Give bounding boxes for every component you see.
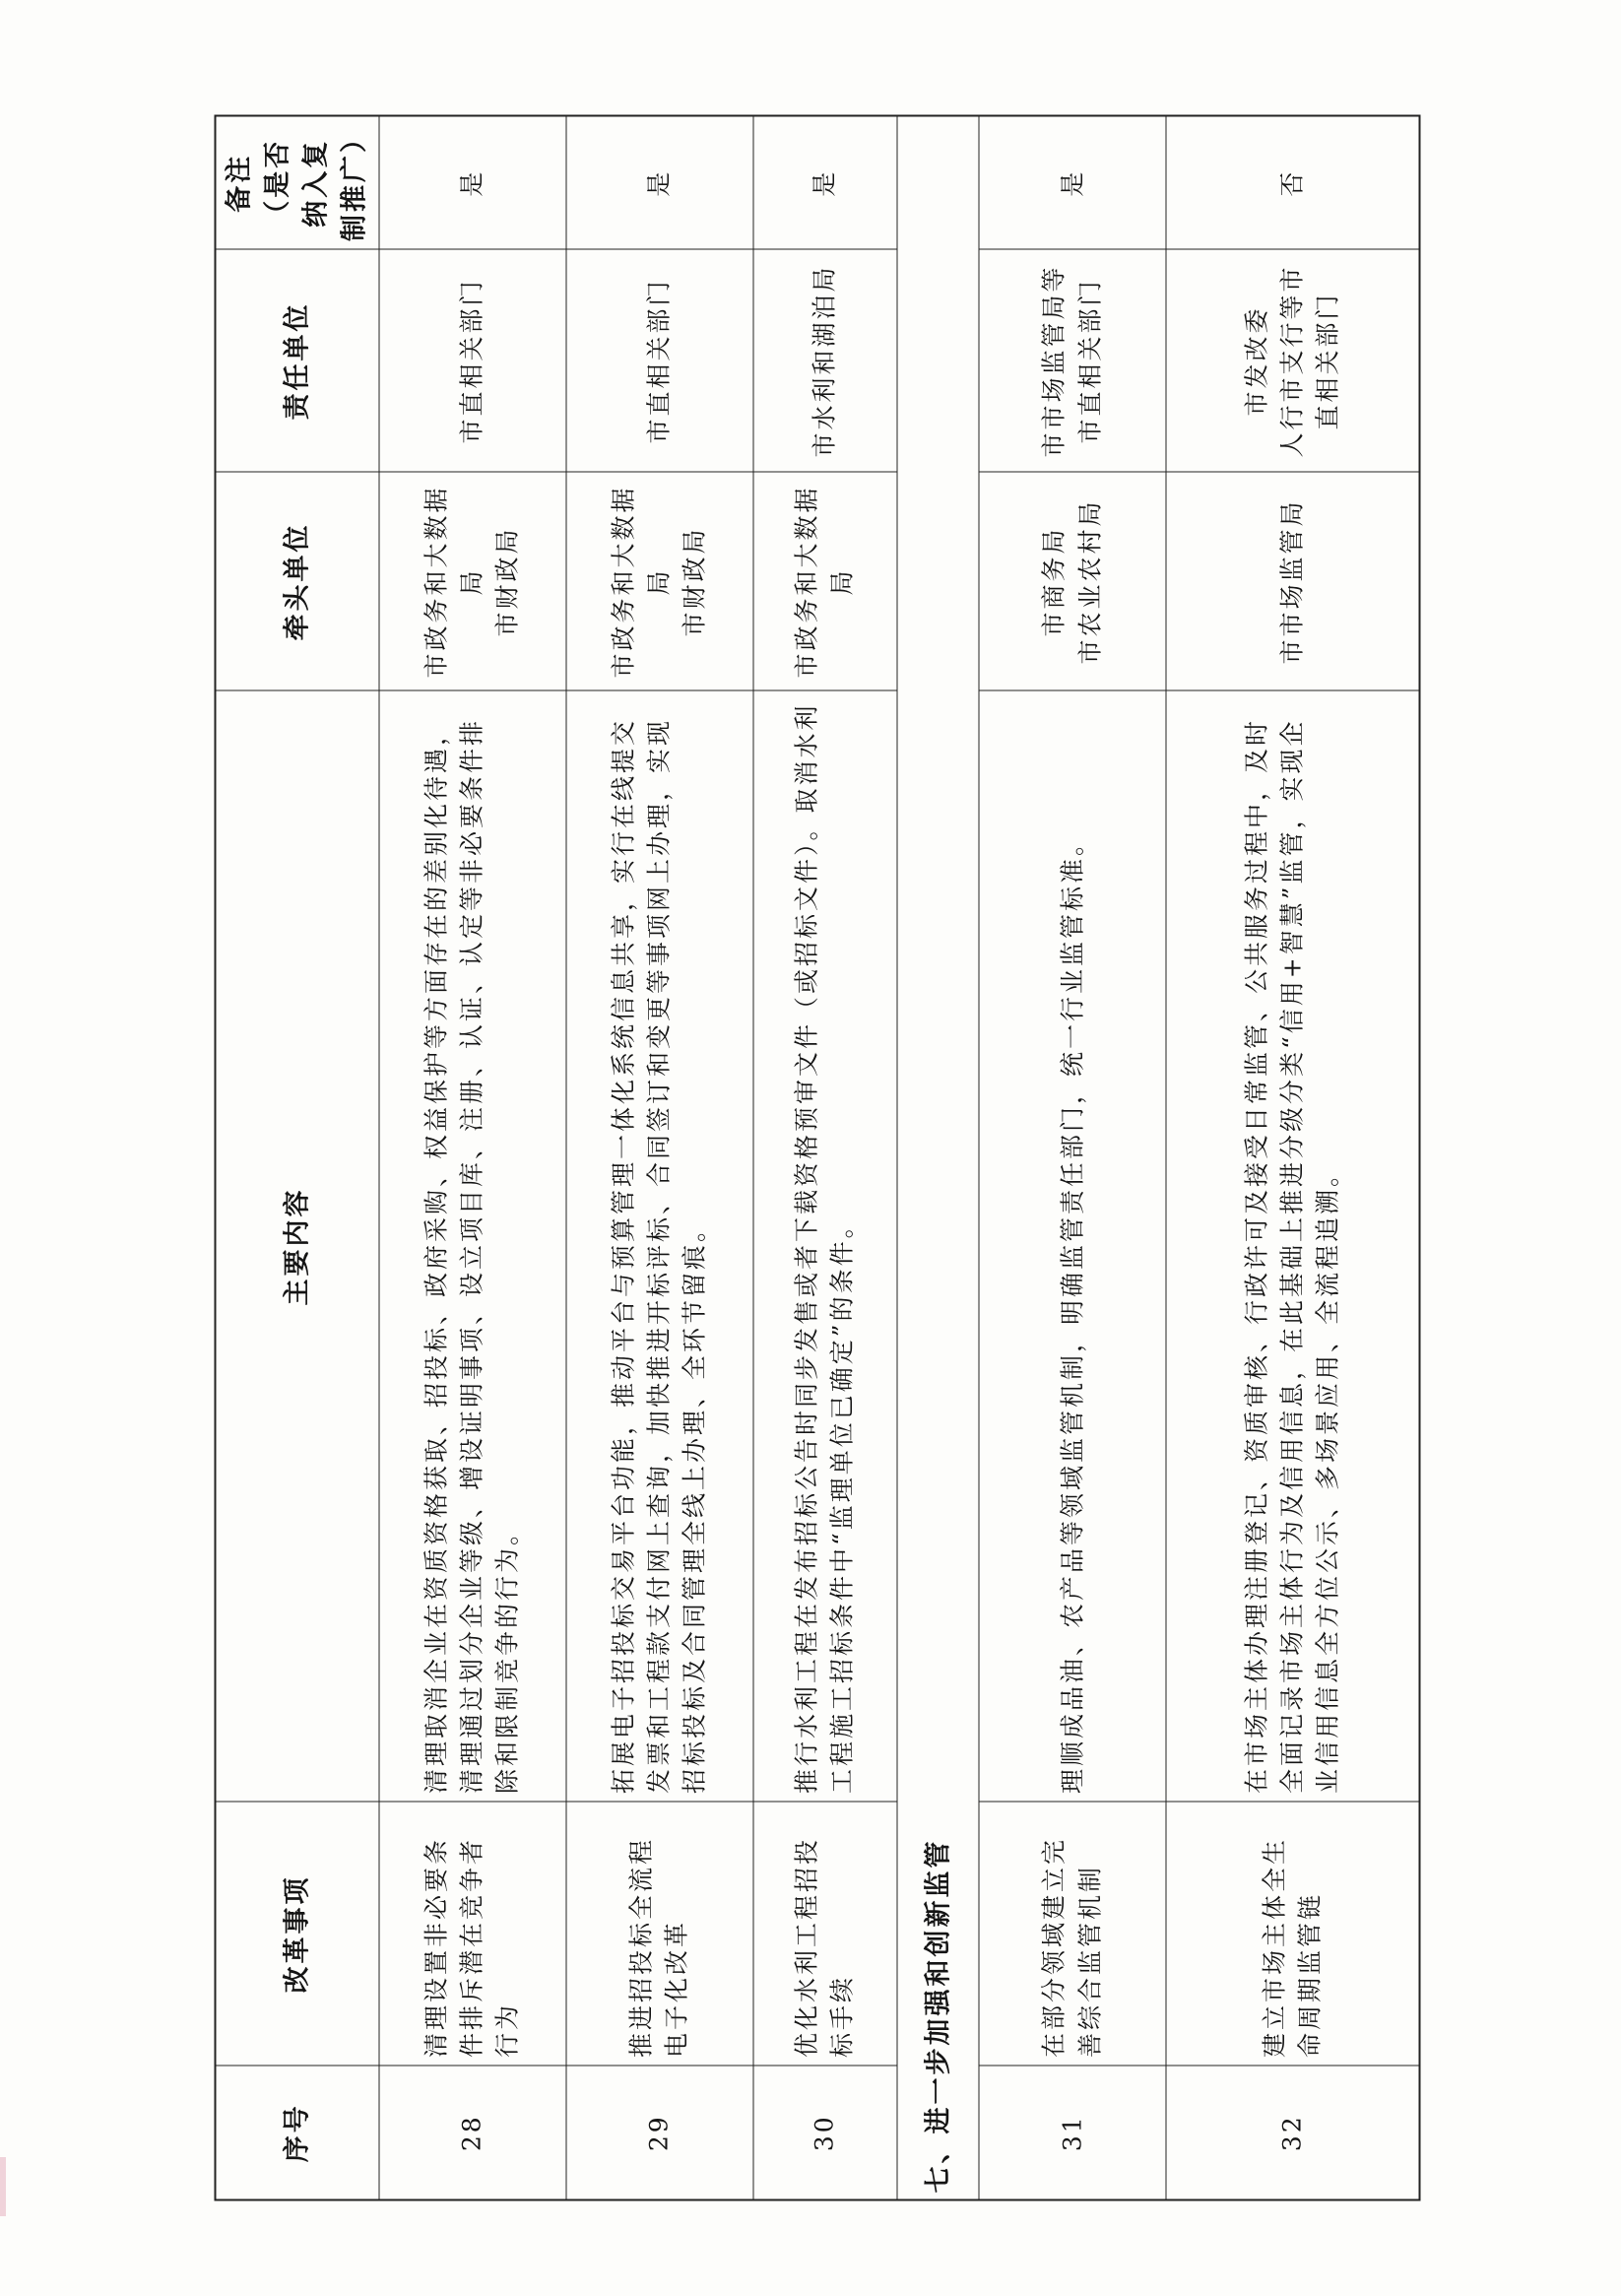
cell-lead: 市政务和大数据局 bbox=[753, 473, 898, 691]
cell-note: 是 bbox=[979, 116, 1166, 250]
table-row bbox=[979, 116, 1166, 2200]
cell-note: 是 bbox=[379, 116, 566, 250]
cell-item: 在部分领域建立完善综合监管机制 bbox=[979, 1803, 1166, 2066]
table-row bbox=[566, 116, 753, 2200]
cell-content: 清理取消企业在资质资格获取、招投标、政府采购、权益保护等方面存在的差别化待遇，清理通过划分企业等级、增设证明事项、设立项目库、注册、认证、认定等非必要条件排除和限制竞争的行为。 bbox=[379, 691, 566, 1803]
section-title: 七、进一步加强和创新监管 bbox=[897, 116, 979, 2200]
cell-note: 否 bbox=[1166, 116, 1419, 250]
cell-item: 建立市场主体全生命周期监管链 bbox=[1166, 1803, 1419, 2066]
section-row bbox=[897, 116, 979, 2200]
cell-lead: 市商务局 市农业农村局 bbox=[979, 473, 1166, 691]
cell-content: 理顺成品油、农产品等领域监管机制，明确监管责任部门，统一行业监管标准。 bbox=[979, 691, 1166, 1803]
table-row bbox=[379, 116, 566, 2200]
rotated-table-wrapper bbox=[215, 117, 1421, 2201]
header-item: 改革事项 bbox=[216, 1803, 379, 2066]
table-row bbox=[753, 116, 898, 2200]
header-resp: 责任单位 bbox=[216, 250, 379, 473]
cell-seq: 31 bbox=[979, 2066, 1166, 2200]
cell-note: 是 bbox=[753, 116, 898, 250]
cell-seq: 29 bbox=[566, 2066, 753, 2200]
header-content: 主要内容 bbox=[216, 691, 379, 1803]
cell-seq: 30 bbox=[753, 2066, 898, 2200]
cell-seq: 28 bbox=[379, 2066, 566, 2200]
table-header-row bbox=[216, 116, 379, 2200]
reform-table bbox=[215, 115, 1421, 2201]
cell-lead: 市市场监管局 bbox=[1166, 473, 1419, 691]
cell-content: 在市场主体办理注册登记、资质审核、行政许可及接受日常监管、公共服务过程中，及时全面记录市场主体行为及信用信息，在此基础上推进分级分类“信用+智慧”监管，实现企业信用信息全方位公示、多场景应用、全流程追溯。 bbox=[1166, 691, 1419, 1803]
cell-resp: 市水利和湖泊局 bbox=[753, 250, 898, 473]
table-row bbox=[1166, 116, 1419, 2200]
header-seq: 序号 bbox=[216, 2066, 379, 2200]
page-edge-mark bbox=[0, 2157, 6, 2216]
cell-content: 推行水利工程在发布招标公告时同步发售或者下载资格预审文件（或招标文件）。取消水利工程施工招标条件中“监理单位已确定”的条件。 bbox=[753, 691, 898, 1803]
header-lead: 牵头单位 bbox=[216, 473, 379, 691]
cell-resp: 市市场监管局等市直相关部门 bbox=[979, 250, 1166, 473]
cell-lead: 市政务和大数据局 市财政局 bbox=[379, 473, 566, 691]
header-note bbox=[216, 116, 379, 250]
cell-resp: 市发改委 人行市支行等市直相关部门 bbox=[1166, 250, 1419, 473]
cell-content: 拓展电子招投标交易平台功能，推动平台与预算管理一体化系统信息共享，实行在线提交发票和工程款支付网上查询，加快推进开标评标、合同签订和变更等事项网上办理，实现招标投标及合同管理全线上办理、全环节留痕。 bbox=[566, 691, 753, 1803]
header-note-sub: （是否纳入复制推广） bbox=[262, 123, 370, 241]
cell-item: 推进招投标全流程电子化改革 bbox=[566, 1803, 753, 2066]
header-note-title: 备注 bbox=[224, 153, 255, 213]
cell-item: 清理设置非必要条件排斥潜在竞争者行为 bbox=[379, 1803, 566, 2066]
cell-resp: 市直相关部门 bbox=[379, 250, 566, 473]
cell-note: 是 bbox=[566, 116, 753, 250]
cell-lead: 市政务和大数据局 市财政局 bbox=[566, 473, 753, 691]
cell-item: 优化水利工程招投标手续 bbox=[753, 1803, 898, 2066]
cell-resp: 市直相关部门 bbox=[566, 250, 753, 473]
cell-seq: 32 bbox=[1166, 2066, 1419, 2200]
